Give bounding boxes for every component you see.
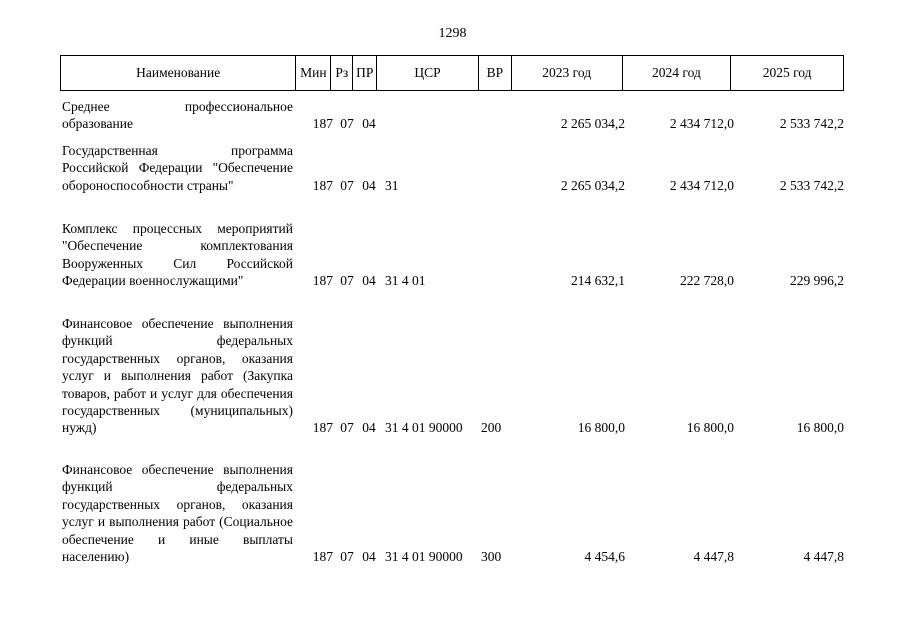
- row-csr: 31 4 01 90000: [385, 420, 463, 436]
- table-row: [60, 142, 844, 194]
- row-pr: 04: [362, 273, 376, 289]
- header-vr: ВР: [479, 56, 512, 90]
- table-header: [60, 55, 844, 91]
- row-vr: 200: [481, 420, 502, 436]
- row-min: 187: [312, 177, 333, 193]
- row-min: 187: [312, 273, 333, 289]
- row-pr: 04: [362, 116, 376, 132]
- row-name: Финансовое обеспечение выполнения функций федеральных государственных органов, оказания услуг и выполнения работ (Социальное обеспечение и иные выплаты населению): [62, 462, 293, 565]
- header-2024: 2024 год: [623, 56, 732, 90]
- page-number: 1298: [438, 26, 467, 41]
- row-csr: 31 4 01: [385, 273, 426, 289]
- row-2025: 2 533 742,2: [779, 116, 844, 132]
- header-rz: Рз: [331, 56, 353, 90]
- row-2023: 214 632,1: [571, 273, 625, 289]
- row-2024: 2 434 712,0: [669, 116, 734, 132]
- row-2024: 222 728,0: [680, 273, 734, 289]
- row-csr: 31: [385, 177, 399, 193]
- row-name: Среднее профессиональное образование: [62, 99, 293, 132]
- table-row: [60, 315, 844, 437]
- row-pr: 04: [362, 549, 376, 565]
- row-rz: 07: [340, 420, 354, 436]
- row-csr: 31 4 01 90000: [385, 549, 463, 565]
- row-2024: 4 447,8: [693, 549, 734, 565]
- row-min: 187: [312, 420, 333, 436]
- row-2023: 4 454,6: [584, 549, 625, 565]
- row-name: Комплекс процессных мероприятий "Обеспечение комплектования Вооруженных Сил Российской Федерации военнослужащими": [62, 221, 293, 289]
- row-min: 187: [312, 116, 333, 132]
- row-2023: 16 800,0: [577, 420, 625, 436]
- row-min: 187: [312, 549, 333, 565]
- row-pr: 04: [362, 420, 376, 436]
- header-min: Мин: [296, 56, 331, 90]
- row-2024: 16 800,0: [686, 420, 734, 436]
- header-2023: 2023 год: [512, 56, 623, 90]
- row-2025: 16 800,0: [796, 420, 844, 436]
- row-rz: 07: [340, 273, 354, 289]
- table-row: [60, 220, 844, 290]
- row-name: Государственная программа Российской Федерации "Обеспечение обороноспособности страны": [62, 143, 293, 193]
- row-rz: 07: [340, 177, 354, 193]
- row-2023: 2 265 034,2: [560, 116, 625, 132]
- header-csr: ЦСР: [377, 56, 479, 90]
- row-rz: 07: [340, 549, 354, 565]
- table-row: [60, 98, 844, 133]
- row-2024: 2 434 712,0: [669, 177, 734, 193]
- row-name: Финансовое обеспечение выполнения функций федеральных государственных органов, оказания услуг и выполнения работ (Закупка товаров, работ и услуг для обеспечения государственных (муниципальных) нужд): [62, 316, 293, 436]
- row-pr: 04: [362, 177, 376, 193]
- row-2025: 229 996,2: [790, 273, 844, 289]
- header-2025: 2025 год: [762, 65, 812, 80]
- row-vr: 300: [481, 549, 502, 565]
- header-pr: ПР: [353, 56, 377, 90]
- row-2023: 2 265 034,2: [560, 177, 625, 193]
- row-2025: 4 447,8: [803, 549, 844, 565]
- table-row: [60, 461, 844, 565]
- row-2025: 2 533 742,2: [779, 177, 844, 193]
- header-name: Наименование: [61, 56, 296, 90]
- row-rz: 07: [340, 116, 354, 132]
